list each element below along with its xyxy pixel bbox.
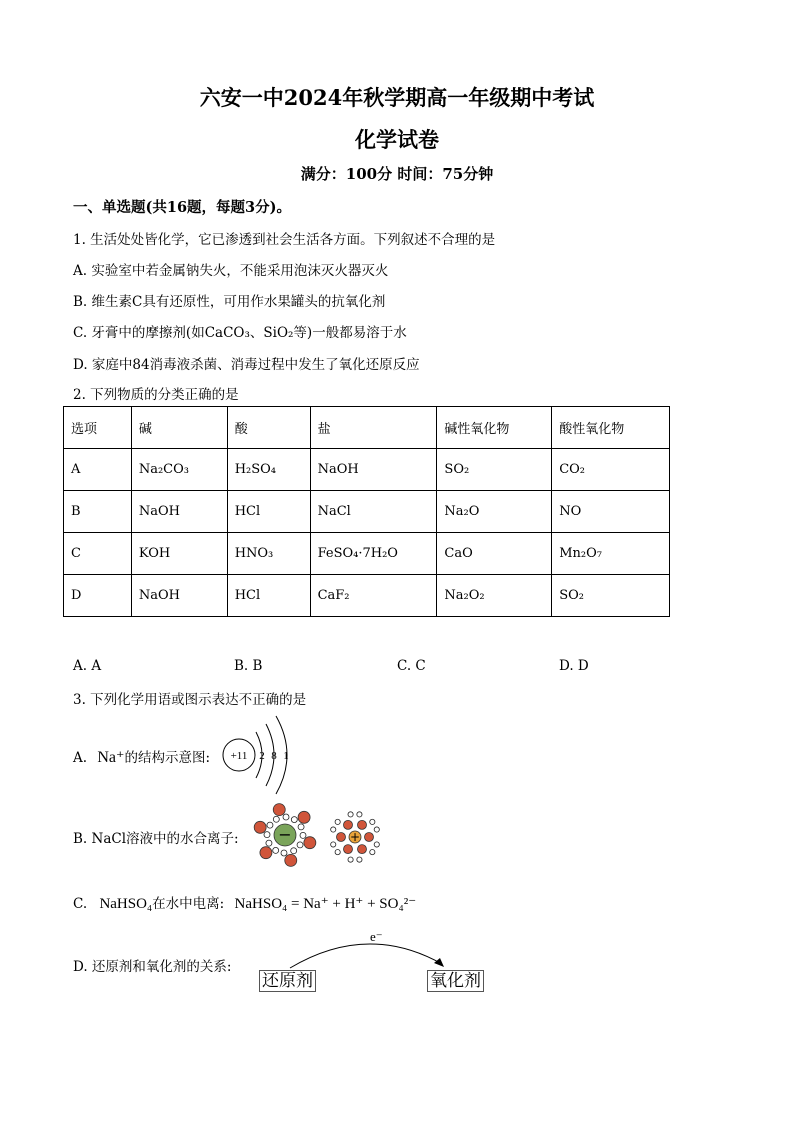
- water-oxygen-atom: [358, 820, 367, 829]
- water-hydrogen-atom: [283, 814, 289, 820]
- table-header-row: [64, 407, 670, 449]
- q1-option-c: C. 牙膏中的摩擦剂(如CaCO₃、SiO₂等)一般都易溶于水: [73, 325, 407, 341]
- arrow-head-icon: [434, 958, 444, 967]
- table-cell: Na₂CO₃: [131, 449, 227, 491]
- table-cell: A: [64, 449, 132, 491]
- table-cell: FeSO₄·7H₂O: [310, 533, 437, 575]
- section-heading: 一、单选题(共16题，每题3分)。: [73, 199, 291, 216]
- water-hydrogen-atom: [300, 832, 306, 838]
- q1-option-a: A. 实验室中若金属钠失火，不能采用泡沫灭火器灭火: [73, 263, 389, 279]
- q2-option-a: A. A: [73, 658, 102, 674]
- table-header-cell: 酸性氧化物: [552, 407, 670, 449]
- oxidizer-box: 氧化剂: [427, 970, 484, 992]
- water-hydrogen-atom: [348, 857, 353, 862]
- water-oxygen-atom: [254, 821, 266, 833]
- water-hydrogen-atom: [291, 817, 297, 823]
- water-hydrogen-atom: [335, 850, 340, 855]
- electron-label: e⁻: [370, 929, 383, 944]
- q3-option-a-prefix: A.: [73, 750, 88, 766]
- q3-option-c-text: 在水中电离:: [152, 896, 225, 912]
- table-cell: HCl: [227, 575, 310, 617]
- table-row: [64, 533, 670, 575]
- shell-electron-count: 1: [283, 750, 289, 762]
- cation-sign: +: [349, 830, 361, 844]
- water-hydrogen-atom: [357, 812, 362, 817]
- water-hydrogen-atom: [264, 832, 270, 838]
- water-hydrogen-atom: [331, 827, 336, 832]
- q2-option-b: B. B: [234, 658, 263, 674]
- table-cell: Na₂O₂: [437, 575, 552, 617]
- table-cell: HCl: [227, 491, 310, 533]
- ionization-equation: NaHSO₄ = Na⁺ + H⁺ + SO₄²⁻: [234, 896, 417, 912]
- water-oxygen-atom: [365, 833, 374, 842]
- q1-stem: 1. 生活处处皆化学，它已渗透到社会生活各方面。下列叙述不合理的是: [73, 232, 496, 248]
- table-cell: Na₂O: [437, 491, 552, 533]
- water-hydrogen-atom: [370, 850, 375, 855]
- table-row: [64, 449, 670, 491]
- table-cell: Mn₂O₇: [552, 533, 670, 575]
- table-cell: C: [64, 533, 132, 575]
- table-cell: NO: [552, 491, 670, 533]
- q2-option-d: D. D: [559, 658, 589, 674]
- water-oxygen-atom: [285, 854, 297, 866]
- water-oxygen-atom: [344, 845, 353, 854]
- water-oxygen-atom: [337, 833, 346, 842]
- exam-meta: 满分：100分 时间：75分钟: [300, 165, 494, 183]
- table-cell: NaOH: [131, 491, 227, 533]
- water-hydrogen-atom: [374, 827, 379, 832]
- water-hydrogen-atom: [297, 842, 303, 848]
- water-oxygen-atom: [298, 811, 310, 823]
- table-header-cell: 碱: [131, 407, 227, 449]
- table-cell: B: [64, 491, 132, 533]
- water-hydrogen-atom: [266, 840, 272, 846]
- anion-sign: −: [278, 825, 292, 844]
- q1-option-b: B. 维生素C具有还原性，可用作水果罐头的抗氧化剂: [73, 294, 386, 310]
- sodium-ion-structure-diagram: [214, 712, 304, 798]
- water-oxygen-atom: [358, 845, 367, 854]
- sodium-ion-formula: Na⁺: [97, 749, 125, 766]
- table-cell: H₂SO₄: [227, 449, 310, 491]
- table-cell: NaCl: [310, 491, 437, 533]
- nahso4-formula: NaHSO₄: [99, 896, 153, 912]
- q1-option-d: D. 家庭中84消毒液杀菌、消毒过程中发生了氧化还原反应: [73, 357, 420, 373]
- q3-option-d-label: D. 还原剂和氧化剂的关系:: [73, 959, 232, 975]
- q2-option-c: C. C: [397, 658, 426, 674]
- water-hydrogen-atom: [374, 842, 379, 847]
- shell-electron-count: 2: [259, 750, 265, 762]
- water-oxygen-atom: [344, 820, 353, 829]
- table-header-cell: 碱性氧化物: [437, 407, 552, 449]
- nucleus-charge: +11: [230, 750, 248, 762]
- water-hydrogen-atom: [348, 812, 353, 817]
- table-cell: SO₂: [437, 449, 552, 491]
- q3-stem: 3. 下列化学用语或图示表达不正确的是: [73, 692, 307, 708]
- table-cell: HNO₃: [227, 533, 310, 575]
- shell-electron-count: 8: [271, 750, 277, 762]
- table-row: [64, 575, 670, 617]
- exam-title: 六安一中2024年秋学期高一年级期中考试: [199, 85, 595, 110]
- water-hydrogen-atom: [370, 819, 375, 824]
- table-header-cell: 选项: [64, 407, 132, 449]
- table-cell: KOH: [131, 533, 227, 575]
- exam-subject: 化学试卷: [355, 127, 439, 152]
- water-hydrogen-atom: [273, 816, 279, 822]
- water-hydrogen-atom: [281, 850, 287, 856]
- transfer-arc: [290, 944, 442, 968]
- water-hydrogen-atom: [335, 819, 340, 824]
- q3-option-b-label: B. NaCl溶液中的水合离子:: [73, 831, 239, 847]
- table-header-cell: 盐: [310, 407, 437, 449]
- water-hydrogen-atom: [267, 822, 273, 828]
- table-cell: CaF₂: [310, 575, 437, 617]
- table-cell: NaOH: [310, 449, 437, 491]
- table-row: [64, 491, 670, 533]
- classification-table: [63, 406, 670, 617]
- water-hydrogen-atom: [291, 848, 297, 854]
- q2-stem: 2. 下列物质的分类正确的是: [73, 387, 239, 403]
- table-cell: NaOH: [131, 575, 227, 617]
- water-hydrogen-atom: [357, 857, 362, 862]
- table-cell: CaO: [437, 533, 552, 575]
- water-hydrogen-atom: [331, 842, 336, 847]
- water-oxygen-atom: [304, 837, 316, 849]
- q3-option-a-text: 的结构示意图:: [124, 750, 211, 766]
- table-cell: D: [64, 575, 132, 617]
- q3-option-c-label: [73, 892, 416, 913]
- q3-option-c-prefix: C.: [73, 896, 88, 912]
- q3-option-a-label: [73, 746, 210, 767]
- table-header-cell: 酸: [227, 407, 310, 449]
- water-hydrogen-atom: [273, 847, 279, 853]
- table-cell: SO₂: [552, 575, 670, 617]
- hydrated-ions-diagram: [246, 800, 386, 872]
- water-oxygen-atom: [273, 804, 285, 816]
- reducer-box: 还原剂: [259, 970, 316, 992]
- electron-transfer-arrow: [282, 928, 452, 973]
- water-hydrogen-atom: [298, 824, 304, 830]
- water-oxygen-atom: [260, 847, 272, 859]
- table-cell: CO₂: [552, 449, 670, 491]
